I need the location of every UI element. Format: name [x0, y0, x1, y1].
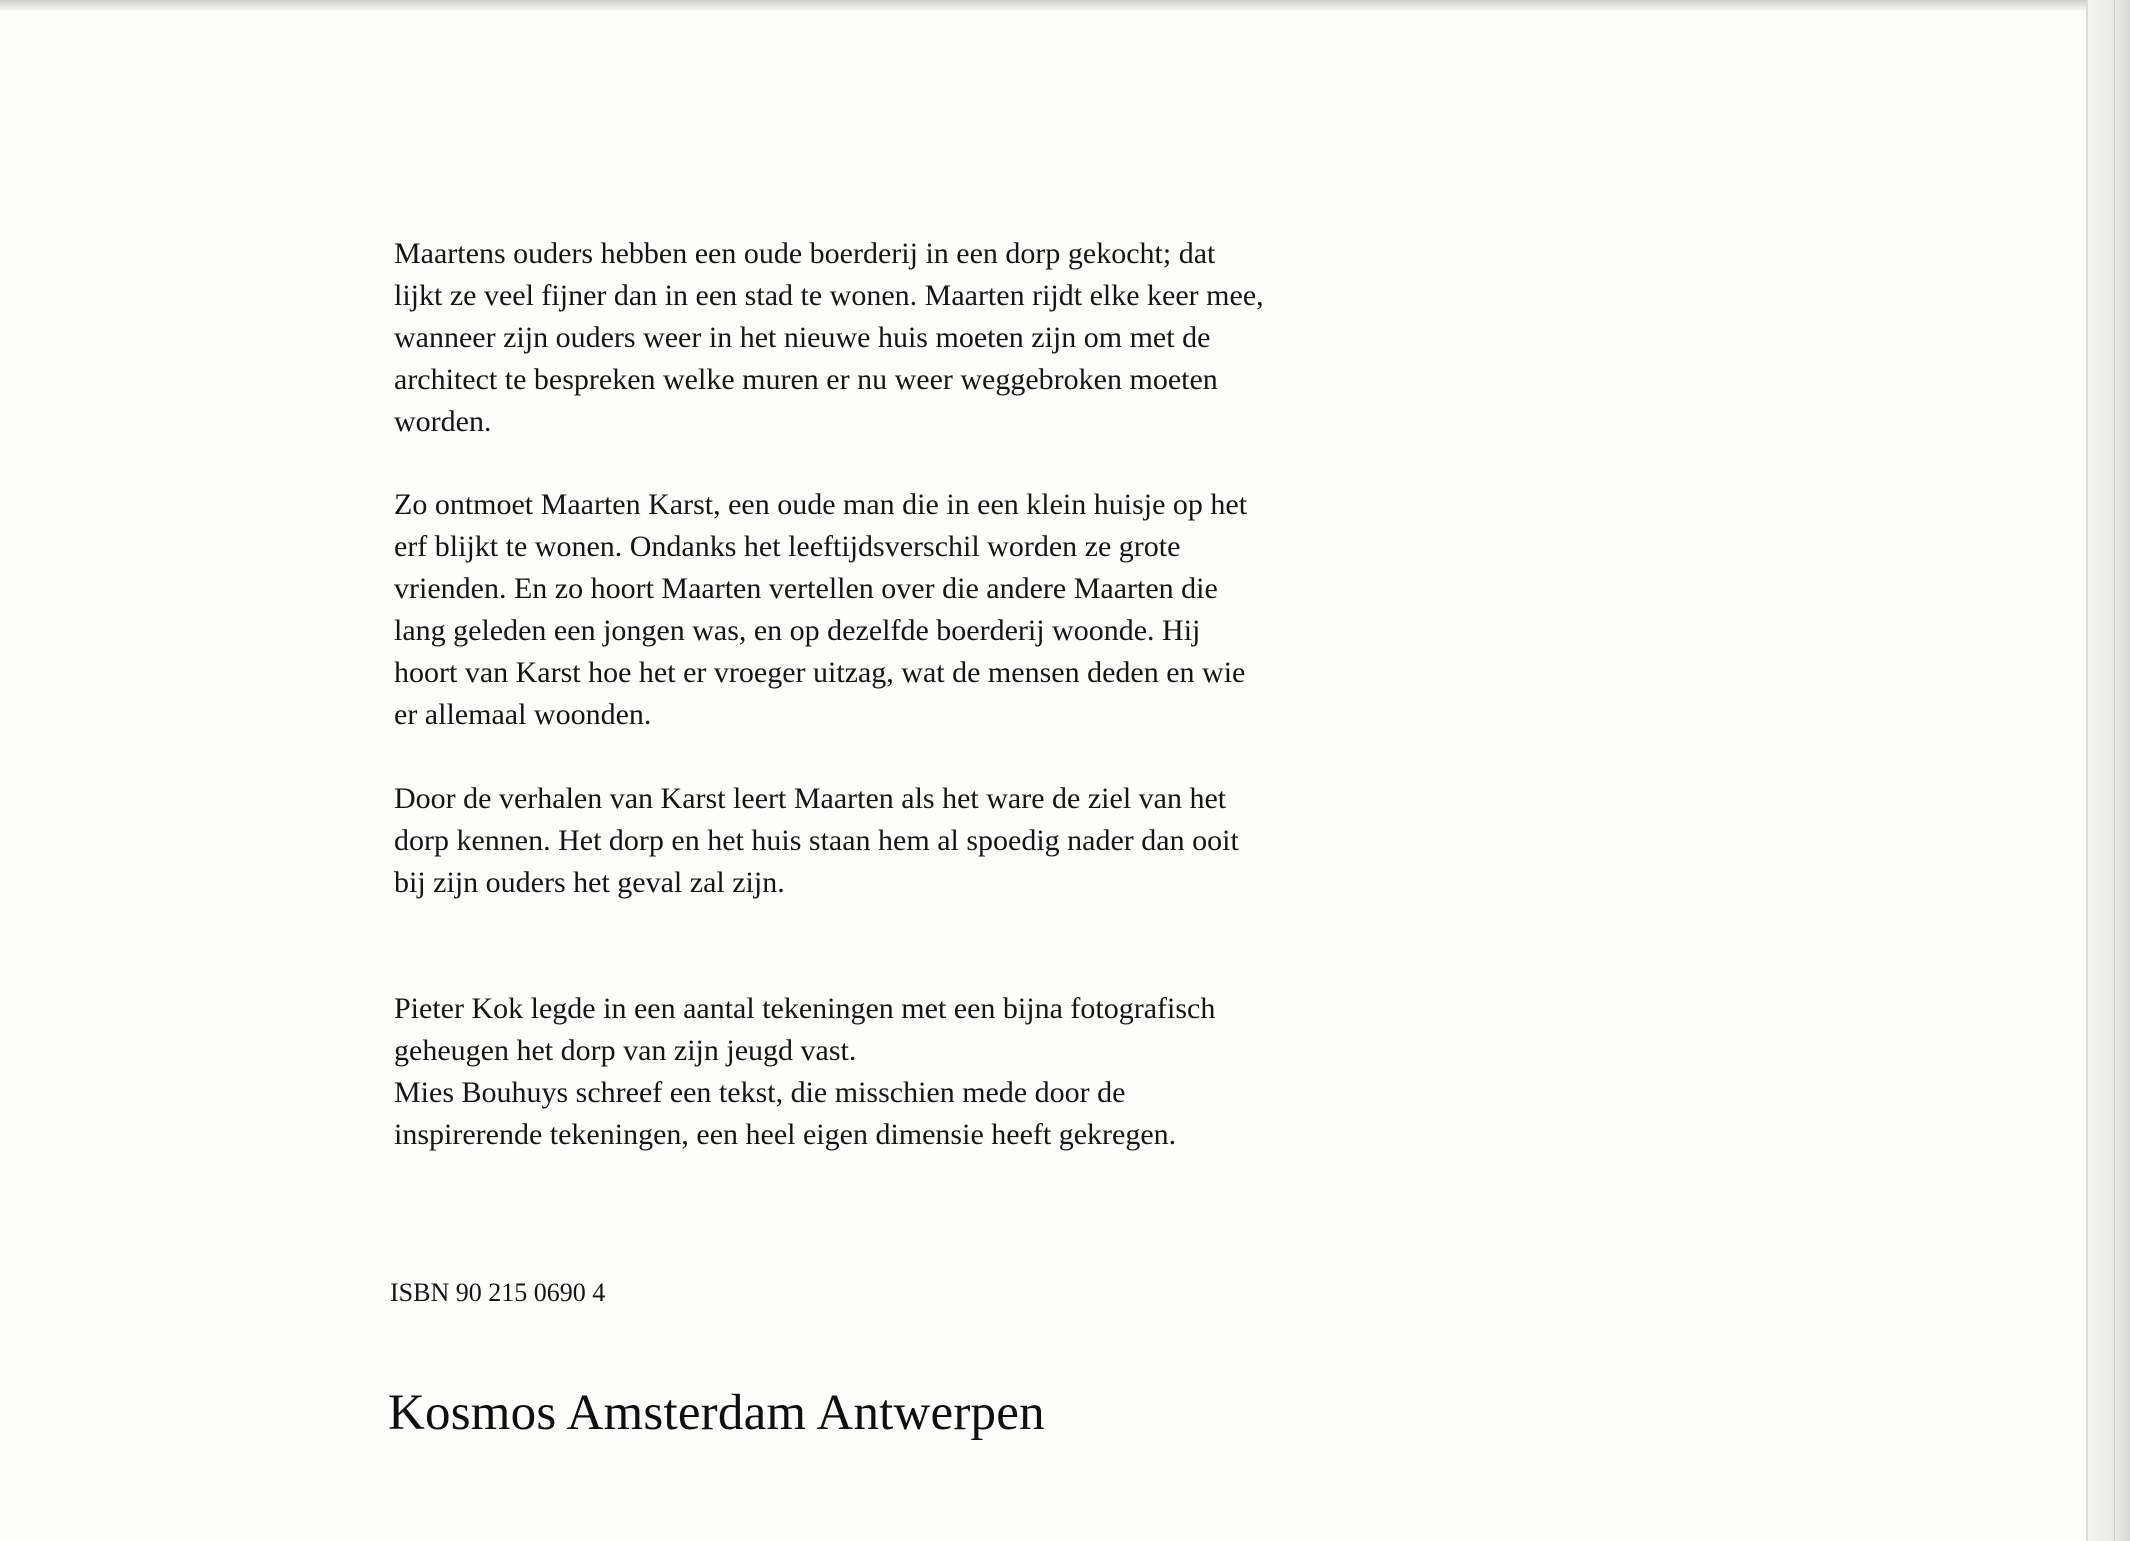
text-line: worden.: [394, 405, 492, 438]
text-line: lijkt ze veel fijner dan in een stad te wonen. Maarten rijdt elke keer mee,: [394, 279, 1264, 312]
page-spine-edge: [2086, 0, 2130, 1541]
credits-paragraph: [394, 988, 1534, 1156]
blurb-paragraph-2: [394, 484, 1534, 736]
text-line: architect te bespreken welke muren er nu weer weggebroken moeten: [394, 363, 1218, 396]
blurb-paragraph-1: [394, 233, 1534, 443]
text-line: Mies Bouhuys schreef een tekst, die misschien mede door de: [394, 1076, 1126, 1109]
isbn-number: ISBN 90 215 0690 4: [390, 1278, 606, 1307]
text-line: bij zijn ouders het geval zal zijn.: [394, 866, 785, 899]
text-line: geheugen het dorp van zijn jeugd vast.: [394, 1034, 857, 1067]
text-line: inspirerende tekeningen, een heel eigen dimensie heeft gekregen.: [394, 1118, 1177, 1151]
blurb-paragraph-3: [394, 778, 1534, 904]
text-line: wanneer zijn ouders weer in het nieuwe huis moeten zijn om met de: [394, 321, 1211, 354]
text-line: vrienden. En zo hoort Maarten vertellen over die andere Maarten die: [394, 572, 1218, 605]
text-line: erf blijkt te wonen. Ondanks het leeftijdsverschil worden ze grote: [394, 530, 1181, 563]
page-top-edge: [0, 0, 2130, 10]
text-line: er allemaal woonden.: [394, 698, 652, 731]
text-line: dorp kennen. Het dorp en het huis staan hem al spoedig nader dan ooit: [394, 824, 1239, 857]
text-line: hoort van Karst hoe het er vroeger uitzag, wat de mensen deden en wie: [394, 656, 1246, 689]
text-line: Zo ontmoet Maarten Karst, een oude man die in een klein huisje op het: [394, 488, 1248, 521]
text-line: Maartens ouders hebben een oude boerderij in een dorp gekocht; dat: [394, 237, 1216, 270]
publisher-name: Kosmos Amsterdam Antwerpen: [388, 1385, 1045, 1441]
text-line: Pieter Kok legde in een aantal tekeningen met een bijna fotografisch: [394, 992, 1216, 1025]
text-line: lang geleden een jongen was, en op dezelfde boerderij woonde. Hij: [394, 614, 1201, 647]
text-line: Door de verhalen van Karst leert Maarten als het ware de ziel van het: [394, 782, 1227, 815]
